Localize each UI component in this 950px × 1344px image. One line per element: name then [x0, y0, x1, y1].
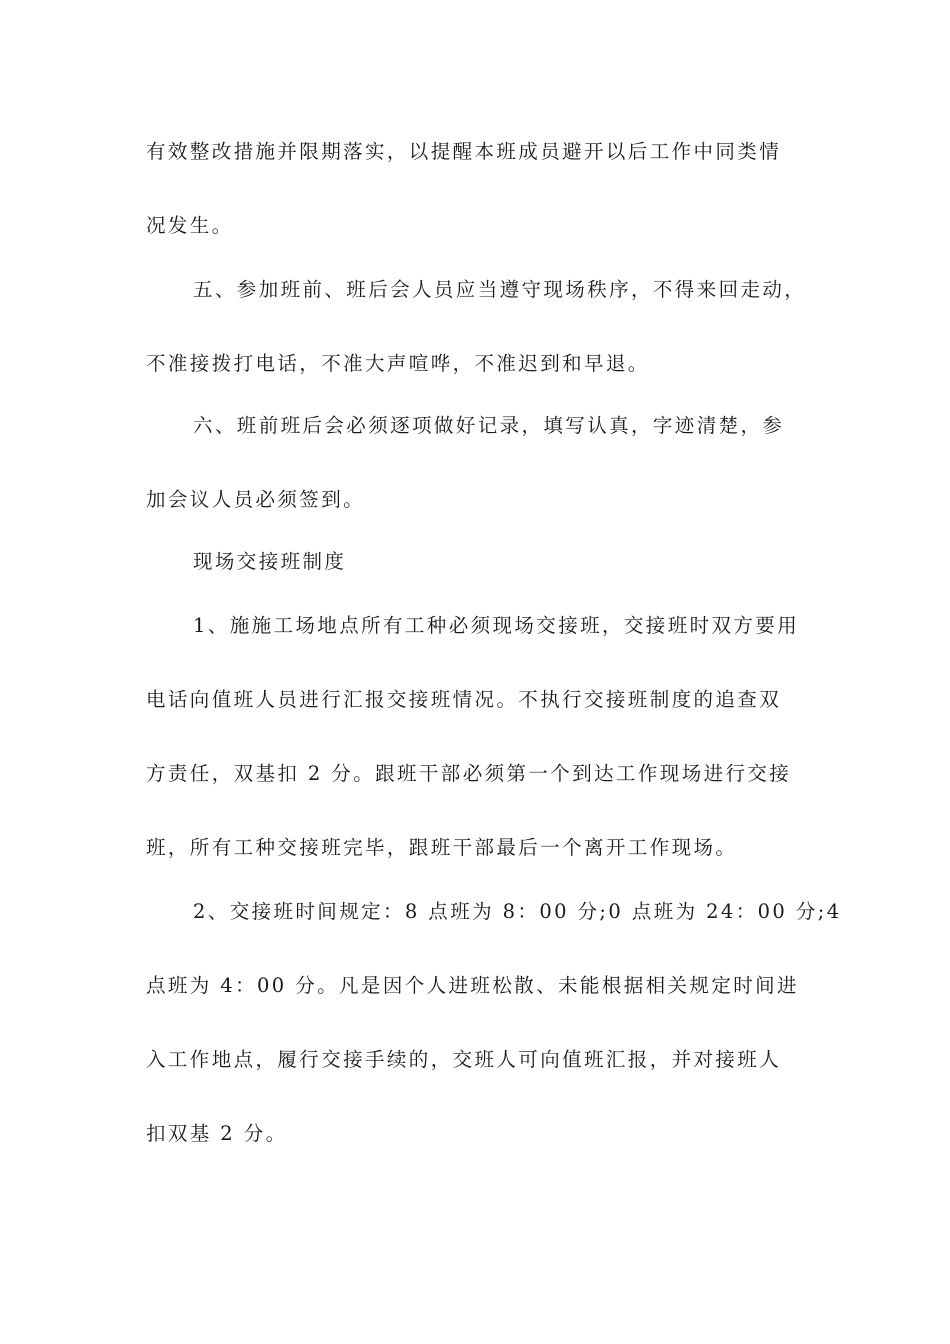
paragraph-line: 六、班前班后会必须逐项做好记录，填写认真，字迹清楚，参 [193, 414, 785, 437]
text-line: 加会议人员必须签到。 [146, 488, 366, 511]
text-line: 有效整改措施并限期落实，以提醒本班成员避开以后工作中同类情 [146, 140, 782, 163]
text-line: 况发生。 [146, 214, 234, 237]
text-line: 班，所有工种交接班完毕，跟班干部最后一个离开工作现场。 [146, 836, 738, 859]
text-line: 入工作地点，履行交接手续的，交班人可向值班汇报，并对接班人 [146, 1048, 782, 1071]
section-heading: 现场交接班制度 [193, 550, 347, 573]
text-line: 不准接拨打电话，不准大声喧哗，不准迟到和早退。 [146, 352, 650, 375]
text-line: 方责任，双基扣 2 分。跟班干部必须第一个到达工作现场进行交接 [146, 762, 792, 785]
paragraph-line: 五、参加班前、班后会人员应当遵守现场秩序，不得来回走动， [193, 278, 807, 301]
text-line: 扣双基 2 分。 [146, 1122, 288, 1145]
paragraph-line: 2、交接班时间规定：8 点班为 8：00 分;0 点班为 24：00 分;4 [193, 900, 842, 923]
paragraph-line: 1、施施工场地点所有工种必须现场交接班，交接班时双方要用 [193, 614, 800, 637]
text-line: 电话向值班人员进行汇报交接班情况。不执行交接班制度的追查双 [146, 688, 782, 711]
text-line: 点班为 4：00 分。凡是因个人进班松散、未能根据相关规定时间进 [146, 974, 799, 997]
